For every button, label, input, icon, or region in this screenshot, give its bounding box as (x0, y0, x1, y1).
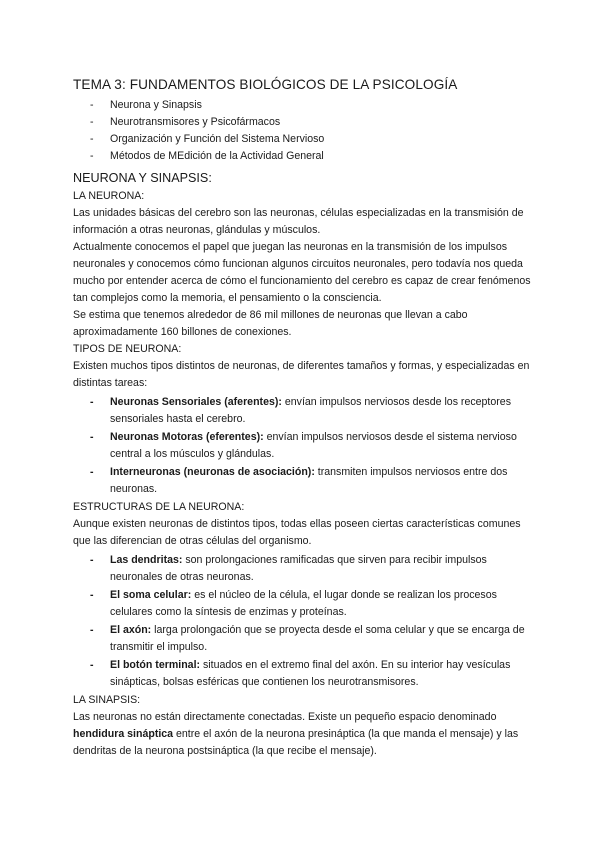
topic-list (73, 97, 533, 165)
document-page (73, 76, 533, 760)
neurona-paragraph-3: Se estima que tenemos alrededor de 86 mil millones de neuronas que llevan a cabo aproximadamente 160 billones de conexiones. (73, 309, 468, 338)
topic-item: - Neurona y Sinapsis (73, 97, 533, 114)
list-item-term: Interneuronas (neuronas de asociación): (110, 466, 315, 478)
list-item (73, 464, 533, 498)
list-item-desc: transmiten impulsos nerviosos entre dos neuronas. (110, 466, 508, 495)
topic-item: - Neurotransmisores y Psicofármacos (73, 114, 533, 131)
neurona-paragraph-1: Las unidades básicas del cerebro son las neuronas, células especializadas en la transmisión de información a otras neuronas, glándulas y músculos. (73, 207, 524, 236)
neurona-heading: LA NEURONA: (73, 190, 145, 202)
list-item-term: El soma celular: (110, 589, 192, 601)
estructuras-list (73, 552, 533, 691)
estructuras-heading: ESTRUCTURAS DE LA NEURONA: (73, 501, 245, 513)
tipos-intro: Existen muchos tipos distintos de neuronas, de diferentes tamaños y formas, y especializadas en distintas tareas: (73, 360, 530, 389)
list-item (73, 394, 533, 428)
list-item-desc: es el núcleo de la célula, el lugar donde se realizan los procesos celulares como la síntesis de enzimas y proteínas. (110, 589, 497, 618)
list-item-desc: larga prolongación que se proyecta desde el soma celular y que se encarga de transmitir el impulso. (110, 624, 525, 653)
sinapsis-heading: LA SINAPSIS: (73, 694, 141, 706)
list-item-term: Las dendritas: (110, 554, 183, 566)
list-item (73, 622, 533, 656)
tipos-list (73, 394, 533, 498)
list-item (73, 587, 533, 621)
sinapsis-text-before: Las neuronas no están directamente conectadas. Existe un pequeño espacio denominado (73, 711, 497, 723)
sinapsis-term: hendidura sináptica (73, 728, 174, 740)
list-item-desc: envían impulsos nerviosos desde el sistema nervioso central a los músculos y glándulas. (110, 431, 517, 460)
list-item-desc: son prolongaciones ramificadas que sirven para recibir impulsos neuronales de otras neuronas. (110, 554, 487, 583)
list-item-desc: envían impulsos nerviosos desde los receptores sensoriales hasta el cerebro. (110, 396, 511, 425)
document-title: TEMA 3: FUNDAMENTOS BIOLÓGICOS DE LA PSICOLOGÍA (73, 77, 458, 92)
list-item-desc: situados en el extremo final del axón. En su interior hay vesículas sinápticas, bolsas esféricas que contienen los neurotransmisores. (110, 659, 511, 688)
sinapsis-paragraph (73, 709, 533, 760)
estructuras-intro: Aunque existen neuronas de distintos tipos, todas ellas poseen ciertas características comunes que las diferencian de otras células del organismo. (73, 518, 521, 547)
topic-item: - Organización y Función del Sistema Nervioso (73, 131, 533, 148)
tipos-heading: TIPOS DE NEURONA: (73, 343, 182, 355)
list-item-term: El axón: (110, 624, 152, 636)
list-item-term: El botón terminal: (110, 659, 201, 671)
topic-item: - Métodos de MEdición de la Actividad General (73, 148, 533, 165)
list-item-term: Neuronas Sensoriales (aferentes): (110, 396, 282, 408)
list-item (73, 552, 533, 586)
section-title: NEURONA Y SINAPSIS: (73, 171, 212, 185)
list-item-term: Neuronas Motoras (eferentes): (110, 431, 264, 443)
list-item (73, 657, 533, 691)
neurona-paragraph-2: Actualmente conocemos el papel que juegan las neuronas en la transmisión de los impulsos neuronales y conocemos cómo funcionan algunos circuitos neuronales, pero todavía nos queda mucho por entender acerca de cómo el funcionamiento del cerebro es capaz de crear fenómenos tan complejos como la memoria, el pensamiento o la consciencia. (73, 241, 531, 304)
sinapsis-text-after: entre el axón de la neurona presináptica (la que manda el mensaje) y las dendritas de la neurona postsináptica (la que recibe el mensaje). (73, 728, 519, 757)
list-item (73, 429, 533, 463)
